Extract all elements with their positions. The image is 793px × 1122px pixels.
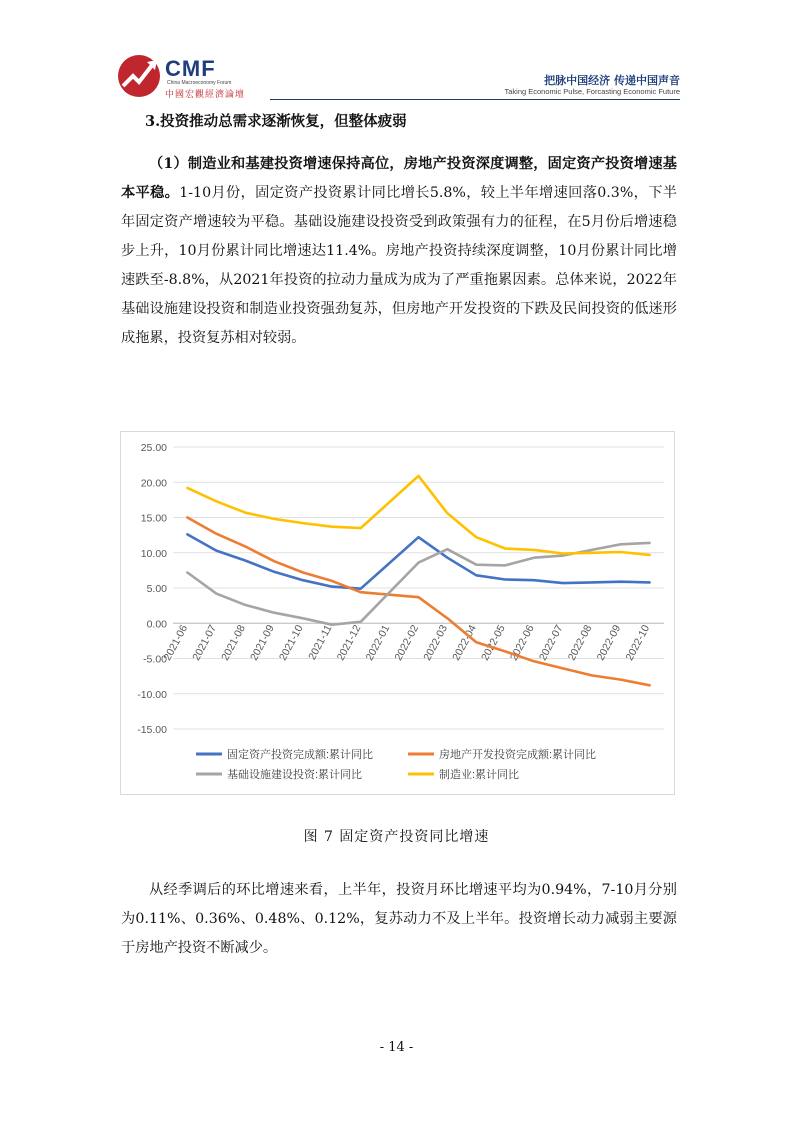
paragraph-2: 从经季调后的环比增速来看，上半年，投资月环比增速平均为0.94%，7-10月分别为0.11%、0.36%、0.48%、0.12%，复苏动力不及上半年。投资增长动力减弱主要源于房地产投资不断减少。: [121, 882, 677, 956]
paragraph-1-bold-lead: （1）制造业和基建投资增速保持高位，房地产投资深度调整，固定资产投资增速基本平稳。: [121, 156, 677, 201]
series-line-4: [187, 476, 649, 555]
y-tick-label: 5.00: [146, 583, 167, 595]
y-tick-label: -15.00: [137, 724, 167, 736]
legend-label: 制造业:累计同比: [439, 769, 520, 781]
page-header: [115, 52, 680, 102]
x-tick-label: 2021-09: [248, 623, 277, 663]
legend-label: 基础设施建设投资:累计同比: [227, 769, 363, 781]
cmf-logo: [115, 52, 275, 100]
y-tick-label: 10.00: [140, 547, 167, 560]
logo-chinese-name: 中國宏觀經濟論壇: [165, 90, 246, 100]
y-tick-label: 20.00: [140, 477, 167, 490]
slogan-chinese: 把脉中国经济 传递中国声音: [544, 74, 680, 87]
x-tick-label: 2021-11: [306, 623, 335, 663]
x-tick-label: 2022-06: [507, 623, 537, 663]
cmf-logo-icon: [115, 52, 163, 100]
x-tick-label: 2022-07: [536, 623, 566, 663]
x-tick-label: 2021-10: [276, 623, 306, 663]
figure-caption: 图 7 固定资产投资同比增速: [303, 829, 490, 845]
x-tick-label: 2022-05: [479, 623, 508, 663]
y-tick-label: 15.00: [140, 512, 167, 525]
slogan-english: Taking Economic Pulse, Forcasting Economic Future: [504, 87, 680, 96]
section-title: 3.投资推动总需求逐渐恢复，但整体疲弱: [145, 113, 407, 130]
paragraph-1: [121, 150, 677, 353]
x-tick-label: 2021-12: [334, 623, 364, 663]
paragraph-1-text: 1-10月份，固定资产投资累计同比增长5.8%，较上半年增速回落0.3%，下半年固定资产增速较为平稳。基础设施建设投资受到政策强有力的征程，在5月份后增速稳步上升，10月份累计同比增速达11.4%。房地产投资持续深度调整，10月份累计同比增速跌至-8.8%，从2021年投资的拉动力量成为成为了严重拖累因素。总体来说，2022年基础设施建设投资和制造业投资强劲复苏，但房地产开发投资的下跌及民间投资的低迷形成拖累，投资复苏相对较弱。: [121, 185, 677, 346]
x-tick-label: 2021-08: [219, 623, 248, 663]
logo-subtitle: China Macroeconomy Forum: [167, 80, 232, 86]
x-tick-label: 2022-01: [363, 623, 393, 663]
legend-label: 固定资产投资完成额:累计同比: [227, 749, 374, 761]
legend-label: 房地产开发投资完成额:累计同比: [439, 749, 597, 761]
investment-growth-chart: [120, 431, 675, 795]
x-tick-label: 2021-07: [190, 623, 219, 663]
x-tick-label: 2022-03: [421, 623, 451, 663]
y-tick-label: 25.00: [140, 442, 167, 454]
line-chart-svg: [121, 432, 674, 794]
x-tick-label: 2022-04: [450, 623, 479, 663]
y-tick-label: -5.00: [143, 653, 167, 666]
x-tick-label: 2021-06: [161, 623, 191, 663]
logo-text: CMF: [165, 56, 216, 81]
x-tick-label: 2022-10: [623, 623, 653, 663]
x-tick-label: 2022-02: [392, 623, 422, 663]
page-number: - 14 -: [379, 1040, 414, 1055]
x-tick-label: 2022-09: [594, 623, 624, 663]
y-tick-label: 0.00: [146, 618, 167, 631]
header-divider: [270, 99, 680, 100]
x-tick-label: 2022-08: [565, 623, 595, 663]
y-tick-label: -10.00: [137, 688, 167, 701]
